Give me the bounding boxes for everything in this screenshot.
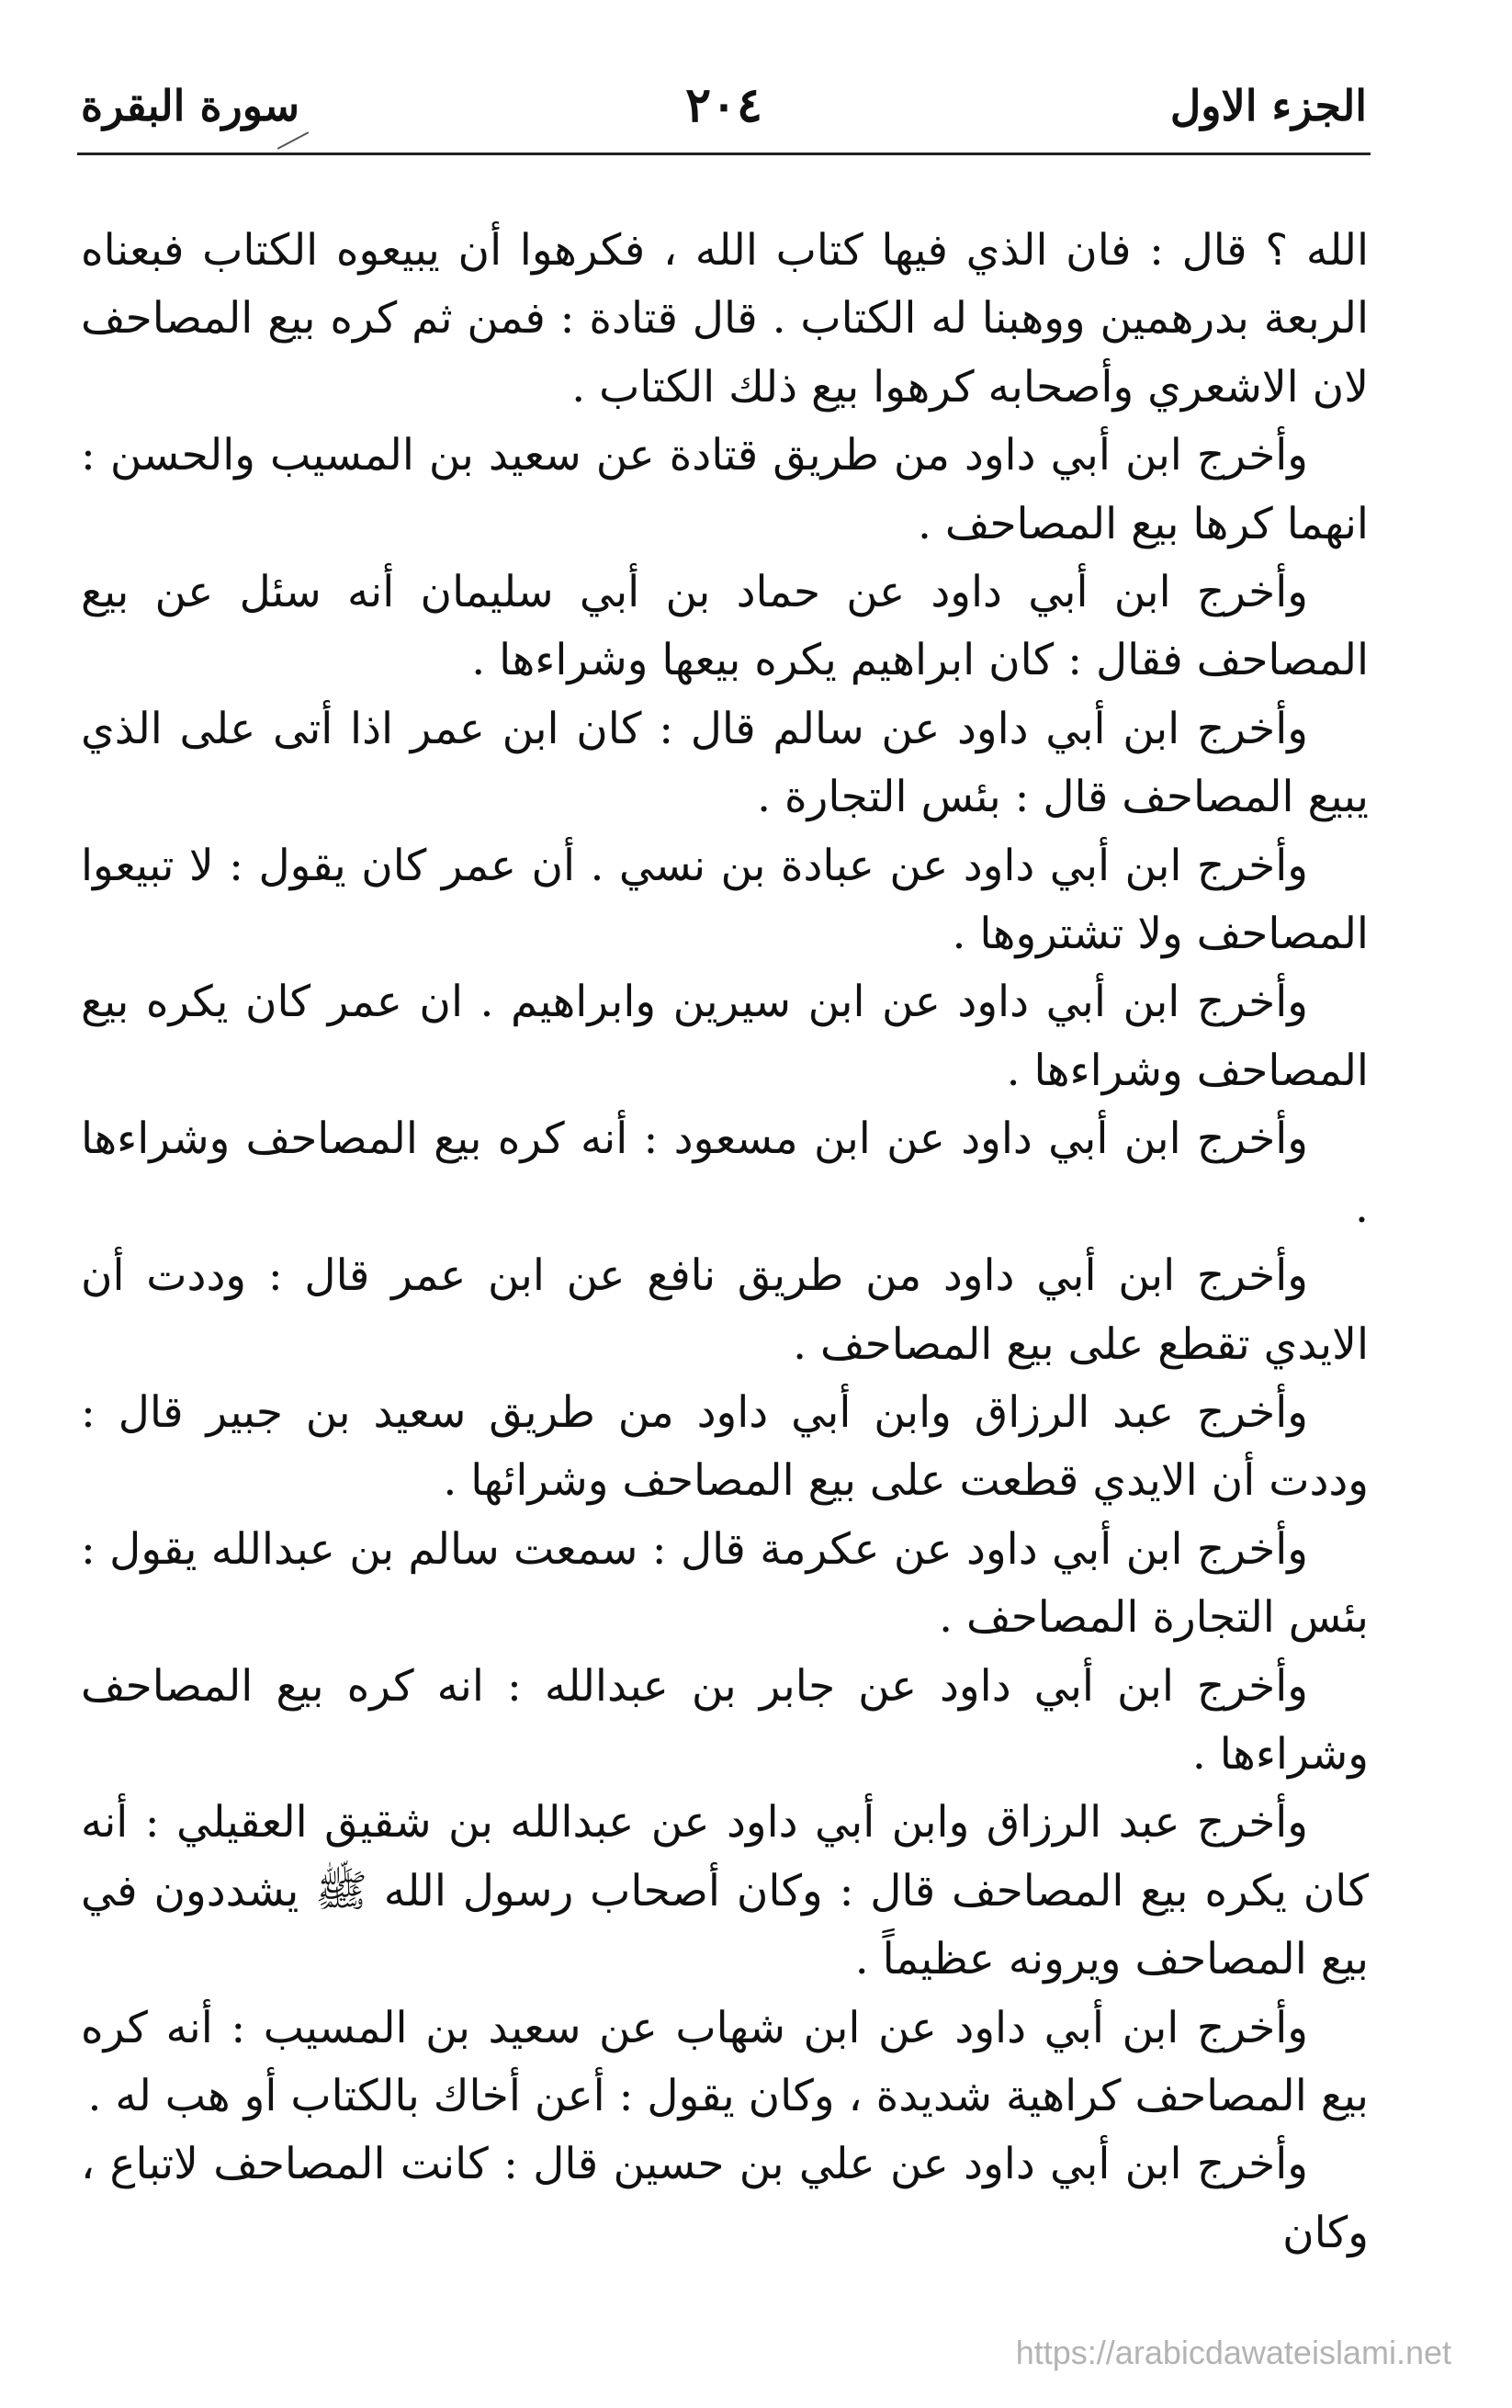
paragraph: وأخرج ابن أبي داود عن عبادة بن نسي . أن عمر كان يقول : لا تبيعوا المصاحف ولا تشتروها .: [81, 840, 1369, 960]
paragraph: وأخرج ابن أبي داود عن ابن شهاب عن سعيد بن المسيب : أنه كره بيع المصاحف كراهية شديدة ، وكان يقول : أعن أخاك بالكتاب أو هب له .: [81, 2002, 1369, 2121]
main-text: [81, 217, 1369, 2267]
paragraph: وأخرج ابن أبي داود عن ابن سيرين وابراهيم . ان عمر كان يكره بيع المصاحف وشراءها .: [81, 977, 1369, 1096]
paragraph: وأخرج ابن أبي داود من طريق قتادة عن سعيد بن المسيب والحسن : انهما كرها بيع المصاحف .: [81, 430, 1369, 549]
paragraph: وأخرج عبد الرزاق وابن أبي داود عن عبدالله بن شقيق العقيلي : أنه كان يكره بيع المصاحف قال : وكان أصحاب رسول الله ﷺ يشددون في بيع المصاحف ويرونه عظيماً .: [81, 1797, 1369, 1985]
paragraph: الله ؟ قال : فان الذي فيها كتاب الله ، فكرهوا أن يبيعوه الكتاب فبعناه الربعة بدرهمين ووهبنا له الكتاب . قال قتادة : فمن ثم كره بيع المصاحف لان الاشعري وأصحابه كرهوا بيع ذلك الكتاب .: [81, 225, 1369, 413]
paragraph: وأخرج ابن أبي داود عن سالم قال : كان ابن عمر اذا أتى على الذي يبيع المصاحف قال : بئس التجارة .: [81, 703, 1369, 823]
surah-title: سورة البقرة: [81, 81, 300, 130]
paragraph: وأخرج ابن أبي داود عن حماد بن أبي سليمان أنه سئل عن بيع المصاحف فقال : كان ابراهيم يكره بيعها وشراءها .: [81, 567, 1369, 686]
page-header: [81, 73, 1367, 147]
part-title: الجزء الاول: [1169, 81, 1367, 130]
paragraph: وأخرج ابن أبي داود عن جابر بن عبدالله : انه كره بيع المصاحف وشراءها .: [81, 1660, 1369, 1780]
paragraph: وأخرج ابن أبي داود عن ابن مسعود : أنه كره بيع المصاحف وشراءها .: [81, 1114, 1369, 1233]
paragraph: وأخرج ابن أبي داود عن علي بن حسين قال : كانت المصاحف لاتباع ، وكان: [81, 2139, 1369, 2258]
source-watermark: https://arabicdawateislami.net: [1015, 2334, 1451, 2371]
page-number: ٢٠٤: [685, 77, 762, 133]
paragraph: وأخرج ابن أبي داود عن عكرمة قال : سمعت سالم بن عبدالله يقول : بئس التجارة المصاحف .: [81, 1523, 1369, 1644]
header-rule: [77, 153, 1371, 155]
paragraph: وأخرج ابن أبي داود من طريق نافع عن ابن عمر قال : وددت أن الايدي تقطع على بيع المصاحف .: [81, 1250, 1369, 1370]
paragraph: وأخرج عبد الرزاق وابن أبي داود من طريق سعيد بن جبير قال : وددت أن الايدي قطعت على بيع المصاحف وشرائها .: [81, 1386, 1369, 1507]
